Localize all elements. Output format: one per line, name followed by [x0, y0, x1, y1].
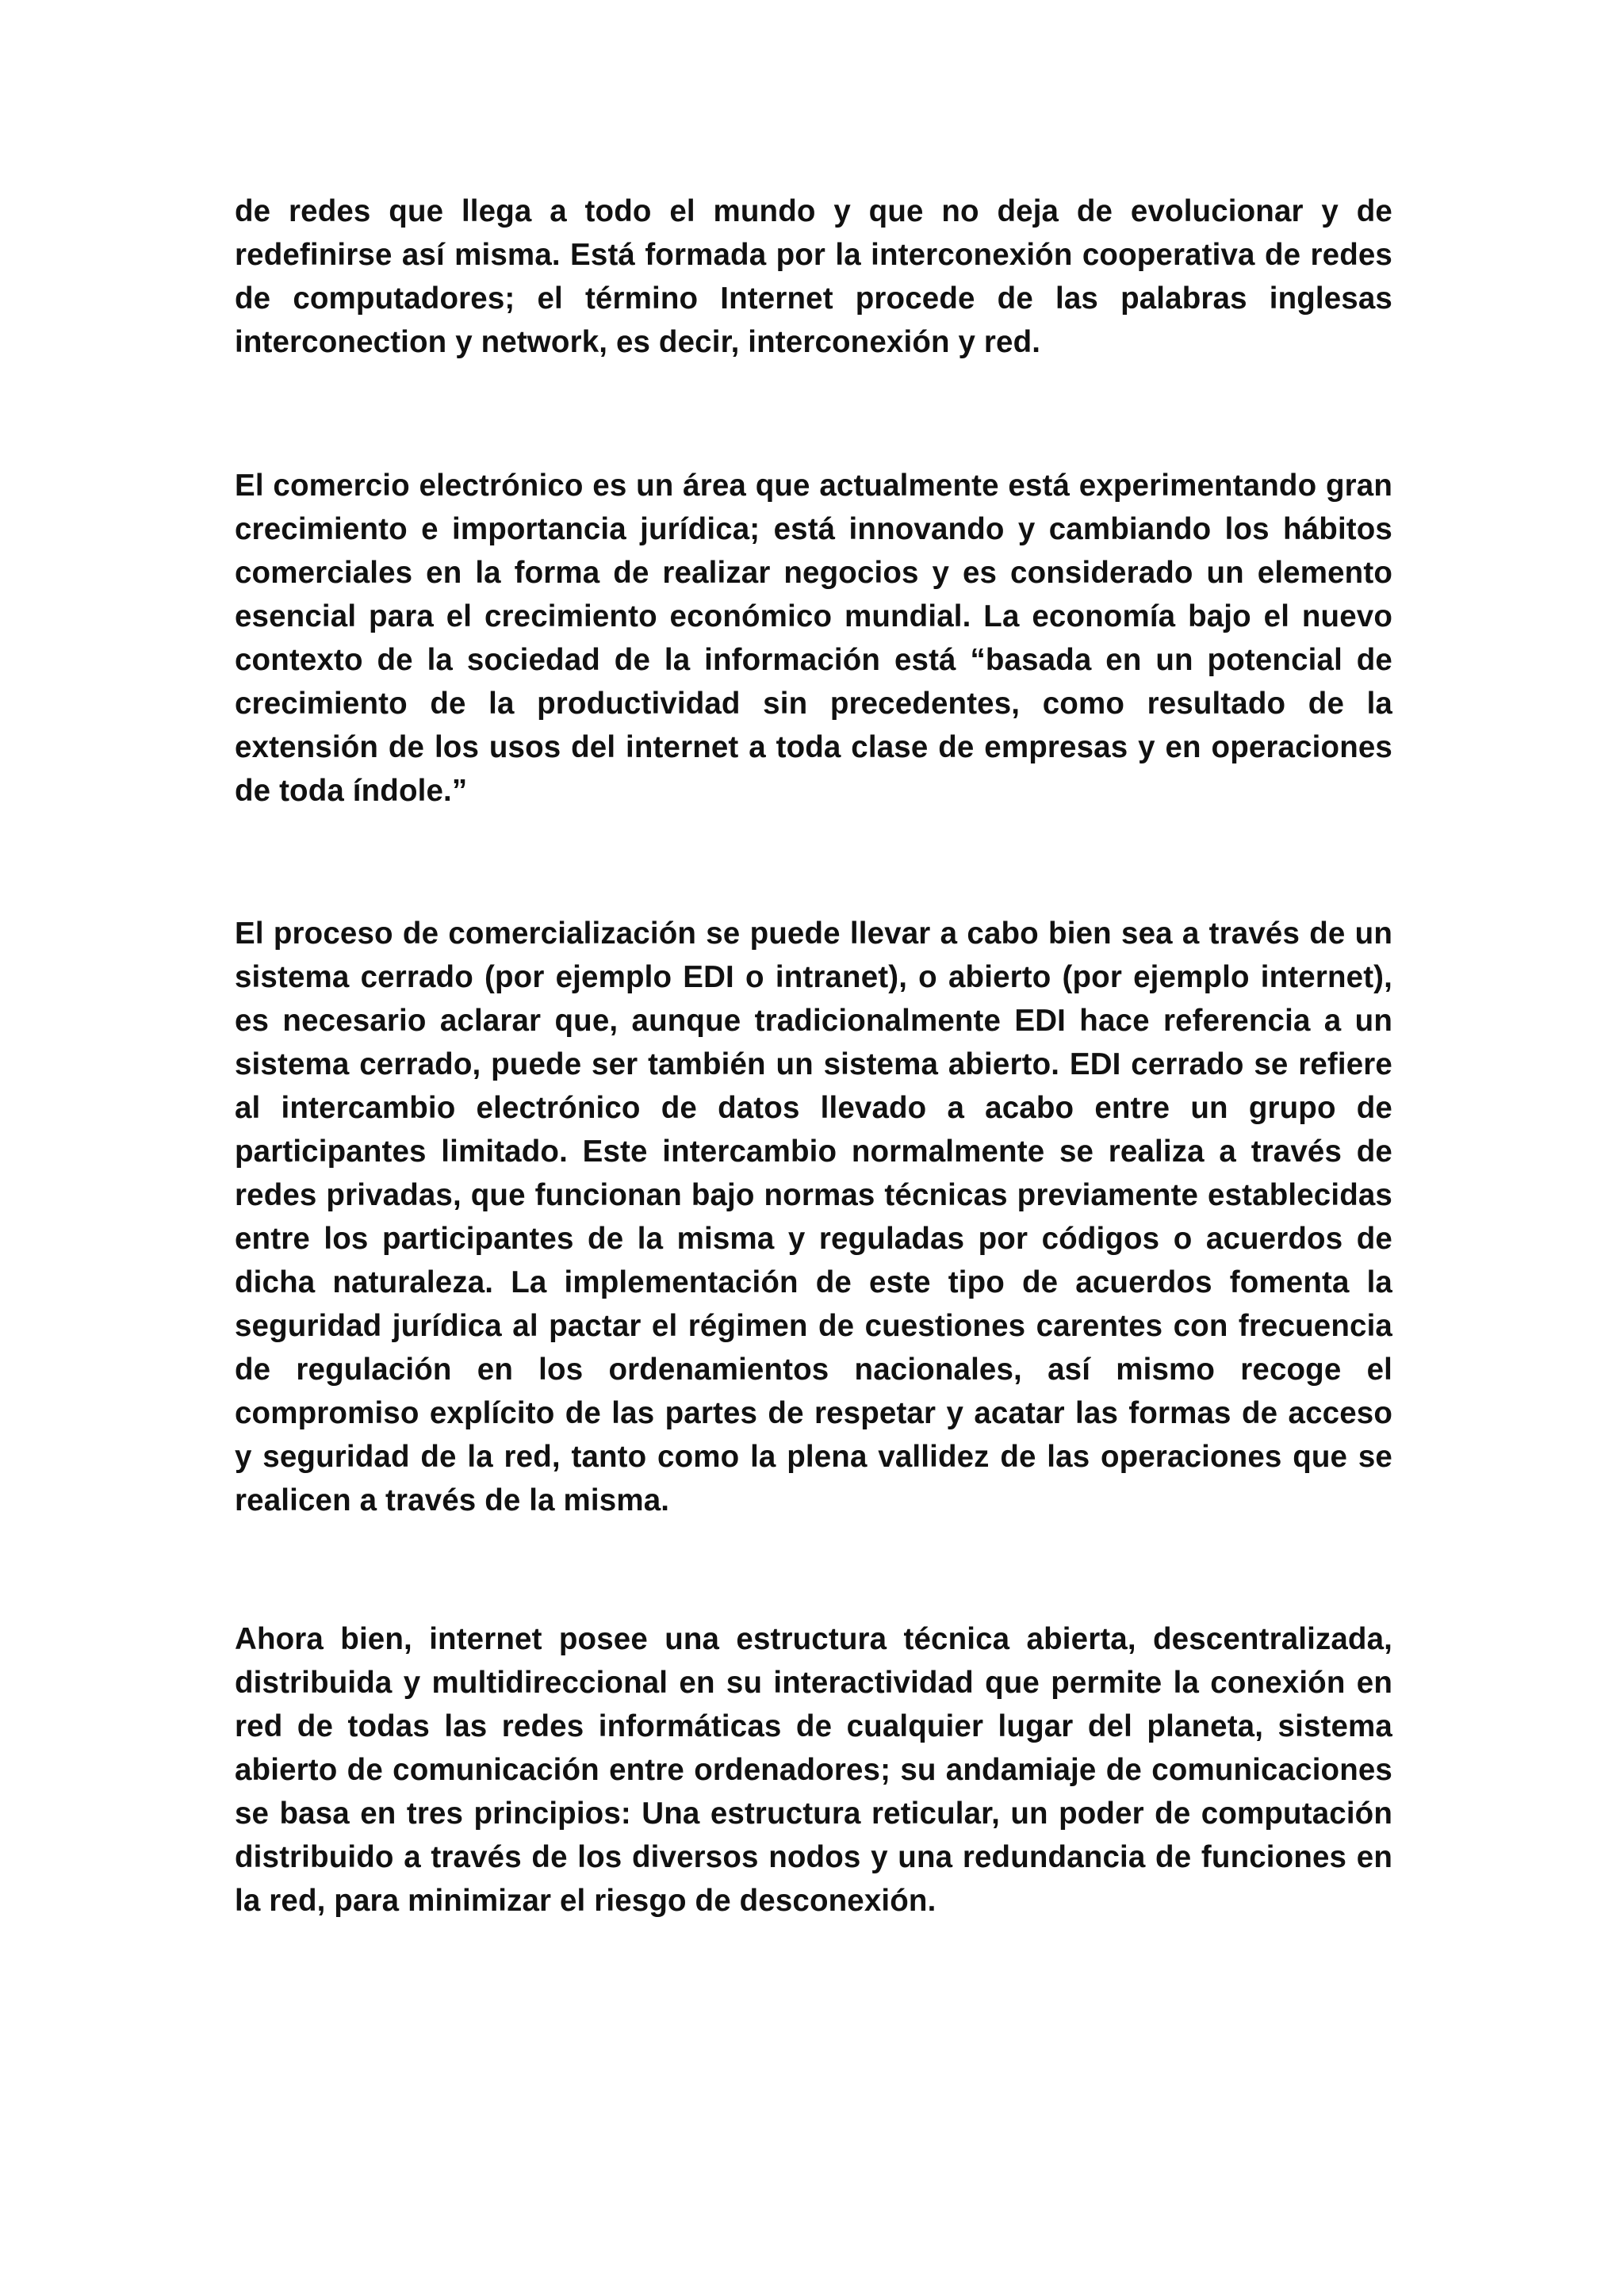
paragraph-commercialization-process: El proceso de comercialización se puede llevar a cabo bien sea a través de un sistema cerrado (por ejemplo EDI o intranet), o abierto (por ejemplo internet), es necesario aclarar que, aunque tradicionalmente EDI hace referencia a un sistema cerrado, puede ser también un sistema abierto. EDI cerrado se refiere al intercambio electrónico de datos llevado a acabo entre un grupo de participantes limitado. Este intercambio normalmente se realiza a través de redes privadas, que funcionan bajo normas técnicas previamente establecidas entre los participantes de la misma y reguladas por códigos o acuerdos de dicha naturaleza. La implementación de este tipo de acuerdos fomenta la seguridad jurídica al pactar el régimen de cuestiones carentes con frecuencia de regulación en los ordenamientos nacionales, así mismo recoge el compromiso explícito de las partes de respetar y acatar las formas de acceso y seguridad de la red, tanto como la plena vallidez de las operaciones que se realicen a través de la misma.: [235, 916, 1392, 1517]
paragraph-internet-structure: Ahora bien, internet posee una estructura técnica abierta, descentralizada, distribuida y multidireccional en su interactividad que permite la conexión en red de todas las redes informáticas de cualquier lugar del planeta, sistema abierto de comunicación entre ordenadores; su andamiaje de comunicaciones se basa en tres principios: Una estructura reticular, un poder de computación distribuido a través de los diversos nodos y una redundancia de funciones en la red, para minimizar el riesgo de desconexión.: [235, 1622, 1392, 1918]
paragraph-internet-definition: de redes que llega a todo el mundo y que no deja de evolucionar y de redefinirse así misma. Está formada por la interconexión cooperativa de redes de computadores; el término Internet procede de las palabras inglesas interconection y network, es decir, interconexión y red.: [235, 194, 1392, 359]
paragraph-electronic-commerce: El comercio electrónico es un área que actualmente está experimentando gran crecimiento e importancia jurídica; está innovando y cambiando los hábitos comerciales en la forma de realizar negocios y es considerado un elemento esencial para el crecimiento económico mundial. La economía bajo el nuevo contexto de la sociedad de la información está “basada en un potencial de crecimiento de la productividad sin precedentes, como resultado de la extensión de los usos del internet a toda clase de empresas y en operaciones de toda índole.”: [235, 469, 1392, 808]
